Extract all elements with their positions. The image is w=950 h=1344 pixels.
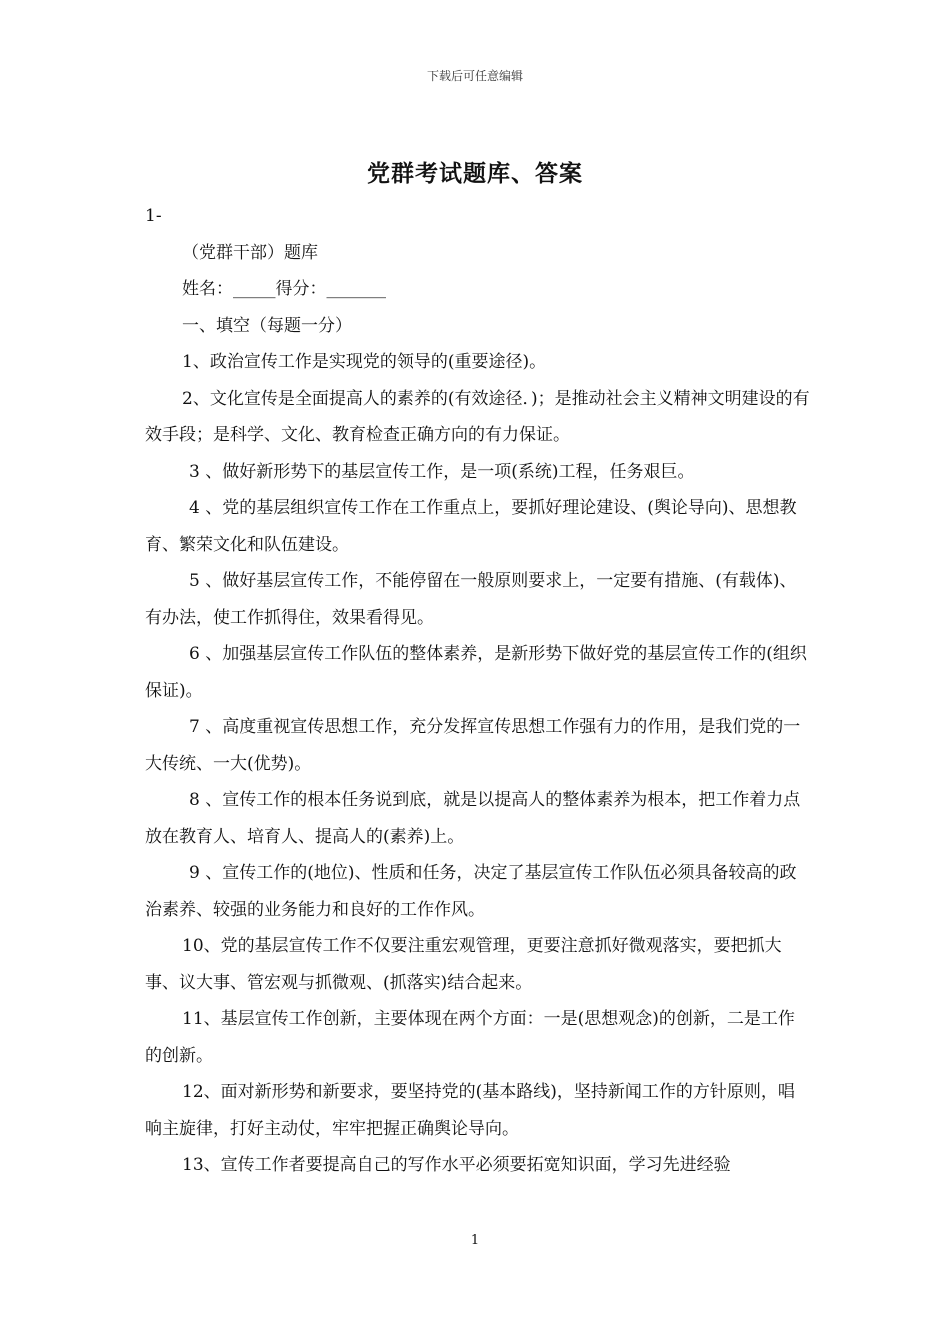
part-heading: 一、填空（每题一分）	[182, 315, 352, 336]
question-item: 3 、做好新形势下的基层宣传工作，是一项(系统)工程，任务艰巨。	[189, 461, 695, 482]
page-number: 1	[470, 1233, 480, 1248]
question-item: 10、党的基层宣传工作不仅要注重宏观管理，更要注意抓好微观落实，要把抓大事、议大事、管宏观与抓微观、(抓落实)结合起来。	[145, 936, 782, 993]
question-item: 5 、做好基层宣传工作，不能停留在一般原则要求上，一定要有措施、(有载体)、有办法，使工作抓得住，效果看得见。	[145, 571, 797, 628]
document-body	[145, 198, 810, 1184]
document-title: 党群考试题库、答案	[367, 160, 583, 187]
subtitle: （党群干部）题库	[182, 242, 318, 263]
section-number: 1-	[145, 206, 162, 226]
question-item: 7 、高度重视宣传思想工作，充分发挥宣传思想工作强有力的作用，是我们党的一大传统、一大(优势)。	[145, 717, 801, 774]
question-item: 11、基层宣传工作创新，主要体现在两个方面：一是(思想观念)的创新，二是工作的创新。	[145, 1009, 795, 1066]
question-item: 9 、宣传工作的(地位)、性质和任务，决定了基层宣传工作队伍必须具备较高的政治素养、较强的业务能力和良好的工作作风。	[145, 863, 797, 920]
header-note: 下载后可任意编辑	[426, 69, 523, 83]
question-item: 12、面对新形势和新要求，要坚持党的(基本路线)，坚持新闻工作的方针原则，唱响主旋律，打好主动仗，牢牢把握正确舆论导向。	[145, 1082, 795, 1139]
question-item: 2、文化宣传是全面提高人的素养的(有效途径．)；是推动社会主义精神文明建设的有效手段；是科学、文化、教育检查正确方向的有力保证。	[145, 388, 810, 445]
name-score-line: 姓名：_____得分：_______	[182, 279, 386, 299]
question-item: 6 、加强基层宣传工作队伍的整体素养，是新形势下做好党的基层宣传工作的(组织保证)。	[145, 644, 807, 701]
question-item: 13、宣传工作者要提高自己的写作水平必须要拓宽知识面，学习先进经验	[182, 1155, 731, 1175]
question-item: 4 、党的基层组织宣传工作在工作重点上，要抓好理论建设、(舆论导向)、思想教育、繁荣文化和队伍建设。	[145, 498, 797, 555]
question-item: 1、政治宣传工作是实现党的领导的(重要途径)。	[182, 352, 547, 372]
question-item: 8 、宣传工作的根本任务说到底，就是以提高人的整体素养为根本，把工作着力点放在教育人、培育人、提高人的(素养)上。	[145, 790, 801, 847]
